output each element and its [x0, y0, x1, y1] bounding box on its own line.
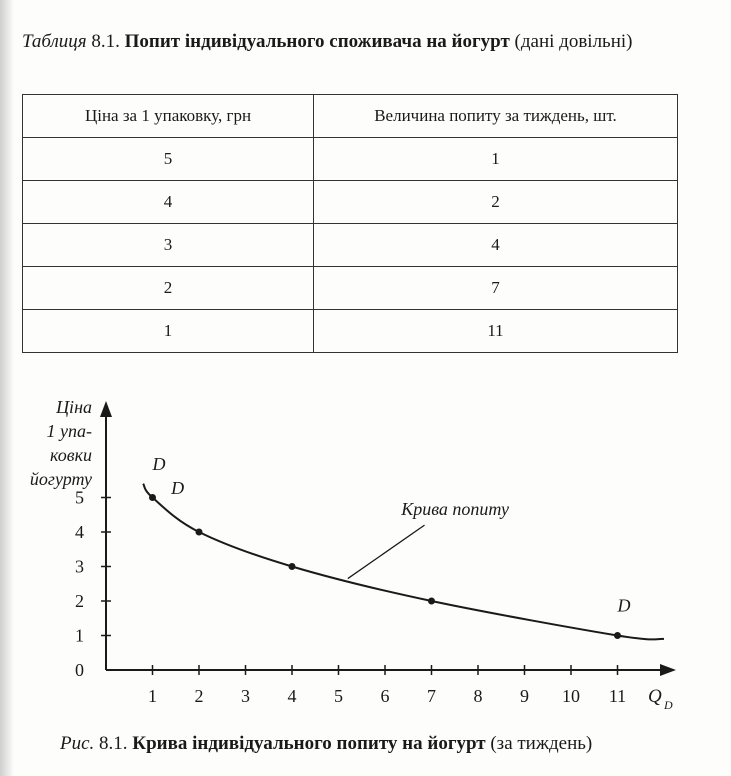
curve-label-leader	[348, 525, 425, 578]
table-caption-note: (дані довільні)	[514, 31, 633, 52]
data-point	[614, 632, 621, 639]
table-cell-price: 4	[23, 181, 314, 224]
table-cell-price: 3	[23, 224, 314, 267]
x-axis-label-subscript: D	[664, 698, 673, 712]
x-axis-arrow	[660, 664, 676, 676]
table-cell-price: 5	[23, 138, 314, 181]
x-tick-label: 9	[520, 686, 529, 706]
curve-d-label: D	[171, 478, 185, 499]
table-row	[23, 310, 678, 353]
table-row	[23, 224, 678, 267]
table-cell-quantity: 2	[314, 181, 678, 224]
y-tick-label: 3	[75, 556, 84, 577]
table-header-row	[23, 95, 678, 138]
curve-d-label: D	[617, 595, 631, 616]
x-tick-label: 11	[608, 686, 627, 706]
figure-caption-title: Крива індивідуального попиту на йогурт	[132, 733, 486, 754]
x-tick-label: 6	[380, 686, 390, 706]
demand-chart-svg	[0, 385, 731, 725]
table-cell-price: 1	[23, 310, 314, 353]
table-row	[23, 138, 678, 181]
y-axis-label-line: Ціна	[56, 397, 92, 417]
table-cell-price: 2	[23, 267, 314, 310]
x-tick-label: 7	[427, 686, 436, 706]
x-axis-label: Q	[648, 686, 662, 707]
demand-table	[22, 94, 678, 353]
table-row	[23, 267, 678, 310]
y-tick-label: 1	[75, 625, 84, 646]
x-tick-label: 10	[562, 686, 580, 706]
table-header-price: Ціна за 1 упаковку, грн	[23, 95, 314, 138]
table-caption	[22, 28, 692, 56]
chart-labels	[30, 397, 673, 712]
x-tick-label: 3	[241, 686, 250, 706]
x-tick-label: 5	[334, 686, 343, 706]
y-tick-label: 5	[75, 487, 84, 508]
data-point	[196, 529, 203, 536]
y-tick-label: 4	[75, 522, 84, 542]
x-tick-label: 8	[473, 686, 483, 706]
table-row	[23, 181, 678, 224]
figure-caption	[60, 733, 592, 755]
figure-caption-number: 8.1.	[99, 733, 128, 754]
figure-caption-prefix: Рис.	[60, 733, 95, 754]
table-cell-quantity: 7	[314, 267, 678, 310]
curve-label: Крива попиту	[401, 498, 509, 519]
figure-caption-note: (за тиждень)	[490, 733, 593, 754]
chart-axes	[100, 401, 676, 676]
table-cell-quantity: 1	[314, 138, 678, 181]
table-caption-number: 8.1.	[91, 31, 120, 52]
data-point	[289, 563, 296, 570]
x-tick-label: 1	[148, 686, 157, 706]
table-cell-quantity: 11	[314, 310, 678, 353]
x-tick-label: 4	[287, 686, 297, 706]
table-caption-prefix: Таблиця	[22, 31, 87, 52]
curve-d-label: D	[152, 453, 166, 474]
y-tick-label: 2	[75, 591, 84, 611]
table-header-quantity: Величина попиту за тиждень, шт.	[314, 95, 678, 138]
y-axis-label-line: 1 упа-	[46, 421, 92, 441]
y-axis-label-line: йогурту	[29, 469, 92, 489]
y-axis-arrow	[100, 401, 112, 417]
x-tick-label: 2	[194, 686, 204, 706]
chart-ticks	[75, 488, 626, 707]
data-point	[428, 598, 435, 605]
y-tick-label: 0	[75, 660, 84, 680]
y-axis-label-line: ковки	[50, 445, 92, 465]
demand-chart	[0, 385, 731, 725]
data-point	[149, 494, 156, 501]
table-cell-quantity: 4	[314, 224, 678, 267]
table-caption-title: Попит індивідуального споживача на йогурт	[124, 31, 510, 52]
